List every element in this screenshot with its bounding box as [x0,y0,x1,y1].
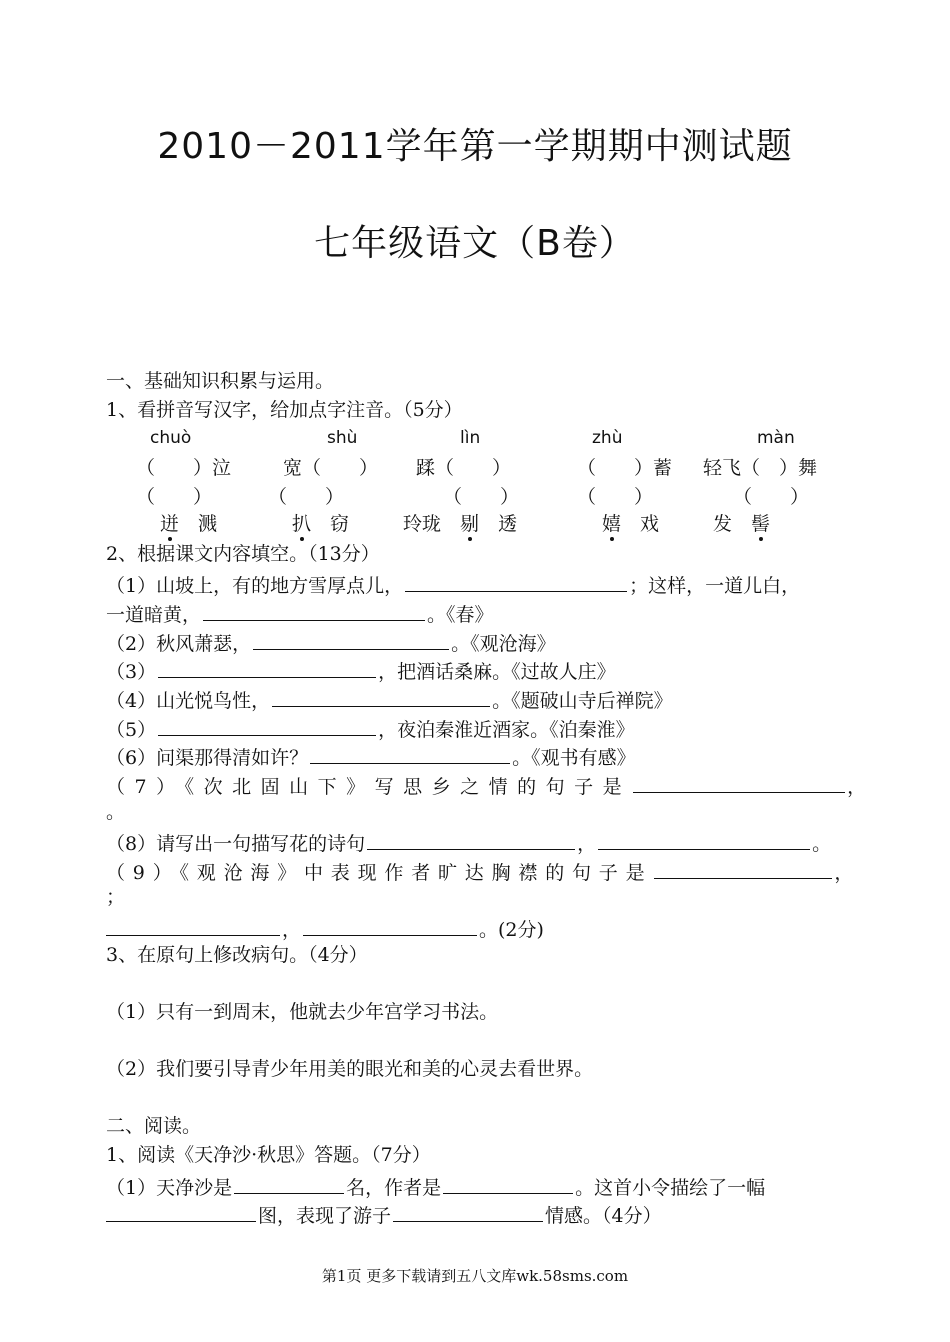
char: 窃 [330,513,350,535]
q1-item-d: （ ）蓄 [577,457,673,479]
answer-blank[interactable] [443,1171,573,1194]
annot-blank-5: （ ） [733,486,810,508]
q2-item-9-sep: ； [106,886,126,908]
answer-blank[interactable] [367,827,575,850]
char: 玲珑 [403,513,442,535]
q2-item-1-cont: 一道暗黄， 。《春》 [106,598,494,628]
q2-item-7-end: 。 [106,801,126,823]
annot-blank-2: （ ） [268,486,345,508]
char: 透 [498,513,518,535]
q2-item-3: （3） ，把酒话桑麻。《过故人庄》 [106,655,616,685]
answer-blank[interactable] [303,913,477,936]
q1-heading: 1、看拼音写汉字，给加点字注音。（5分） [106,399,463,421]
dotted-char: 嬉 [602,513,622,535]
word-bengjian [160,511,217,537]
q3-heading: 3、在原句上修改病句。（4分） [106,944,368,966]
char: 戏 [640,513,660,535]
answer-blank[interactable] [203,598,425,621]
q2-item-5: （5） ，夜泊秦淮近酒家。《泊秦淮》 [106,713,635,743]
word-xixi [602,511,659,537]
answer-blank[interactable] [654,856,832,879]
pinyin-1: chuò [150,428,192,448]
exam-title: 2010－2011学年第一学期期中测试题 [157,126,793,167]
answer-blank[interactable] [393,1199,543,1222]
q3-sentence-1: （1）只有一到周末，他就去少年宫学习书法。 [106,1001,499,1023]
answer-blank[interactable] [106,1199,256,1222]
q2-item-9: （9）《观沧海》中表现作者旷达胸襟的句子是 ， [106,856,853,886]
answer-blank[interactable] [310,741,510,764]
dotted-char: 迸 [160,513,180,535]
dotted-char: 扒 [292,513,312,535]
char: 发 [713,513,733,535]
q1-item-c: 蹂（ ） [416,457,512,479]
char: 溅 [198,513,218,535]
pinyin-3: lìn [460,428,481,448]
answer-blank[interactable] [405,569,627,592]
section1-heading: 一、基础知识积累与运用。 [106,370,335,392]
q2-item-7: （7）《次北固山下》写思乡之情的句子是 ， [106,770,866,800]
q3-sentence-2: （2）我们要引导青少年用美的眼光和美的心灵去看世界。 [106,1058,594,1080]
q2-item-1: （1）山坡上，有的地方雪厚点儿， ；这样，一道儿白， [106,569,800,599]
reading1-heading: 1、阅读《天净沙·秋思》答题。（7分） [106,1144,431,1166]
reading1-q1: （1）天净沙是 名，作者是 。这首小令描绘了一幅 [106,1171,765,1201]
q2-item-2: （2）秋风萧瑟， 。《观沧海》 [106,627,556,657]
dotted-char: 剔 [460,513,480,535]
answer-blank[interactable] [234,1171,344,1194]
pinyin-4: zhù [592,428,623,448]
exam-subtitle: 七年级语文（B卷） [314,223,636,264]
dotted-char: 髻 [751,513,771,535]
answer-blank[interactable] [633,770,845,793]
q2-heading: 2、根据课文内容填空。（13分） [106,543,380,565]
word-faji [713,511,770,537]
section2-heading: 二、阅读。 [106,1115,202,1137]
answer-blank[interactable] [158,713,376,736]
word-linglongtitou [403,511,517,537]
q2-item-8: （8）请写出一句描写花的诗句 ， 。 [106,827,831,857]
q1-item-b: 宽（ ） [283,457,379,479]
answer-blank[interactable] [272,684,490,707]
answer-blank[interactable] [253,627,449,650]
word-paqie [292,511,349,537]
answer-blank[interactable] [158,655,376,678]
q1-item-a: （ ）泣 [136,457,232,479]
answer-blank[interactable] [598,827,810,850]
q2-item-4: （4）山光悦鸟性， 。《题破山寺后禅院》 [106,684,673,714]
annot-blank-4: （ ） [577,486,654,508]
annot-blank-1: （ ） [136,486,213,508]
annot-blank-3: （ ） [443,486,520,508]
reading1-q1-cont: 图，表现了游子 情感。（4分） [106,1199,662,1229]
answer-blank[interactable] [106,913,280,936]
pinyin-5: màn [757,428,795,448]
q2-item-9-cont: ， 。(2分) [106,913,544,943]
page-footer: 第1页 更多下载请到五八文库wk.58sms.com [321,1267,629,1285]
q1-item-e: 轻飞（ ）舞 [703,457,818,479]
q2-item-6: （6）问渠那得清如许？ 。《观书有感》 [106,741,636,771]
pinyin-2: shù [327,428,358,448]
